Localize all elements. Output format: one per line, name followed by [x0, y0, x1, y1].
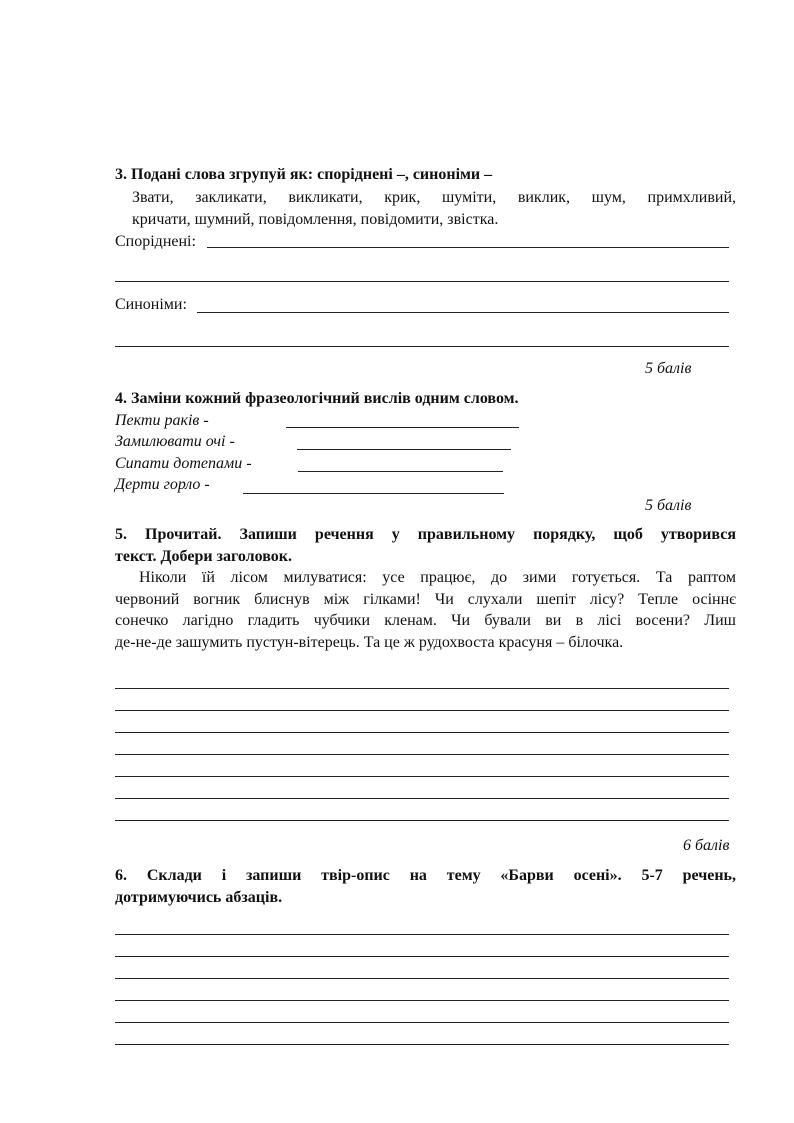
task5-text-line4: де-не-де зашумить пустун-вітерець. Та це ж рудохвоста красуня – білочка.: [115, 634, 624, 651]
task3-points: 5 балів: [645, 360, 692, 377]
idiom-item: Сипати дотепами -: [115, 455, 252, 472]
task5-title-line1: 5. Прочитай. Запиши речення у правильному порядку, щоб утворився: [115, 526, 736, 543]
related-label: Споріднені:: [115, 233, 196, 250]
idiom-answer-line[interactable]: [297, 449, 511, 450]
idiom-answer-line[interactable]: [243, 493, 504, 494]
task4-title: 4. Заміни кожний фразеологічний вислів одним словом.: [115, 390, 519, 407]
synonyms-answer-line[interactable]: [197, 312, 729, 313]
idiom-item: Пекти раків -: [115, 412, 209, 429]
task3-words-line1: Звати, закликати, викликати, крик, шуміти, виклик, шум, примхливий,: [132, 189, 736, 206]
task6-title-line1: 6. Склади і запиши твір-опис на тему «Барви осені». 5-7 речень,: [115, 867, 736, 884]
answer-line[interactable]: [115, 732, 729, 733]
idiom-item: Замилювати очі -: [115, 433, 235, 450]
answer-line[interactable]: [115, 934, 729, 935]
task5-text-line3: сонечко лагідно гладить чубчики кленам. Чи бували ви в лісі восени? Лиш: [115, 612, 736, 629]
task3-title: 3. Подані слова згрупуй як: споріднені –, синоніми –: [115, 166, 493, 183]
answer-line[interactable]: [115, 754, 729, 755]
answer-line[interactable]: [115, 798, 729, 799]
related-answer-line[interactable]: [207, 247, 729, 248]
idiom-item: Дерти горло -: [115, 476, 210, 493]
answer-line[interactable]: [115, 776, 729, 777]
answer-line[interactable]: [115, 820, 729, 821]
answer-line[interactable]: [115, 1000, 729, 1001]
task6-title-line2: дотримуючись абзаців.: [115, 889, 283, 906]
answer-line[interactable]: [115, 978, 729, 979]
task3-words-line2: кричати, шумний, повідомлення, повідомити, звістка.: [132, 211, 499, 228]
task5-title-line2: текст. Добери заголовок.: [115, 548, 292, 565]
idiom-answer-line[interactable]: [286, 427, 519, 428]
task4-points: 5 балів: [645, 497, 692, 514]
synonyms-answer-line-2[interactable]: [115, 346, 729, 347]
answer-line[interactable]: [115, 710, 729, 711]
synonyms-label: Синоніми:: [115, 296, 187, 313]
answer-line[interactable]: [115, 688, 729, 689]
task5-text-line2: червоний вогник блиснув між гілками! Чи слухали шепіт лісу? Тепле осіннє: [115, 591, 736, 608]
idiom-answer-line[interactable]: [298, 471, 503, 472]
answer-line[interactable]: [115, 1022, 729, 1023]
answer-line[interactable]: [115, 1044, 729, 1045]
answer-line[interactable]: [115, 956, 729, 957]
task5-points: 6 балів: [683, 837, 730, 854]
task5-text-line1: Ніколи їй лісом милуватися: усе працює, до зими готується. Та раптом: [139, 569, 736, 586]
related-answer-line-2[interactable]: [115, 281, 729, 282]
